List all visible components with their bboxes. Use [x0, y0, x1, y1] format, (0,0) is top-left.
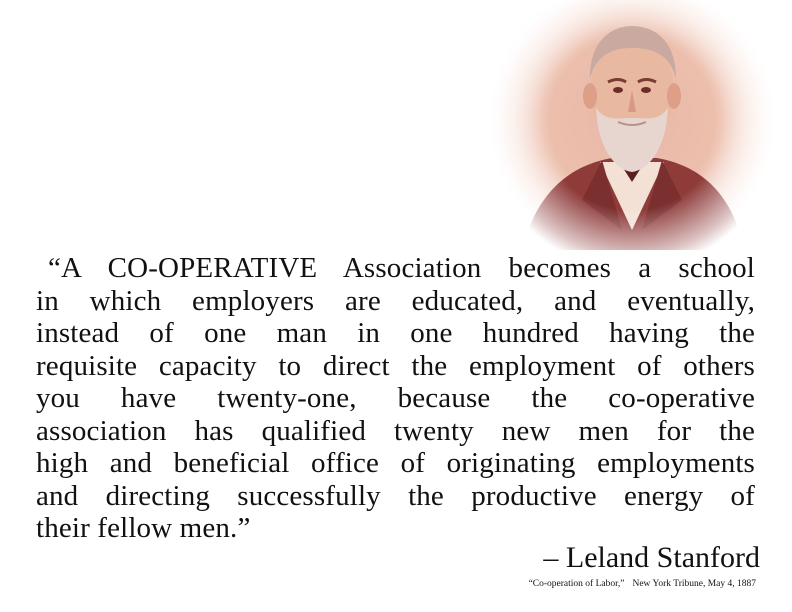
quote-text — [36, 252, 755, 545]
citation-article: “Co-operation of Labor,” — [528, 579, 625, 589]
attribution-author: – Leland Stanford — [543, 541, 760, 574]
citation — [529, 578, 756, 590]
quote-line: “A CO-OPERATIVE Association becomes a school — [48, 252, 755, 284]
citation-source: New York Tribune, May 4, 1887 — [632, 579, 756, 589]
portrait-photo — [482, 0, 782, 250]
quote-line: high and beneficial office of originating employments — [36, 447, 755, 479]
quote-line: association has qualified twenty new men for the — [36, 414, 755, 447]
quote-line: you have twenty-one, because the co-operative — [36, 382, 755, 414]
quote-line: and directing successfully the productive energy of — [36, 479, 755, 512]
quote-line: instead of one man in one hundred having the — [36, 317, 755, 349]
quote-line: requisite capacity to direct the employment of others — [36, 349, 755, 382]
quote-line: in which employers are educated, and eventually, — [36, 284, 755, 317]
quote-line: their fellow men.” — [36, 512, 251, 544]
